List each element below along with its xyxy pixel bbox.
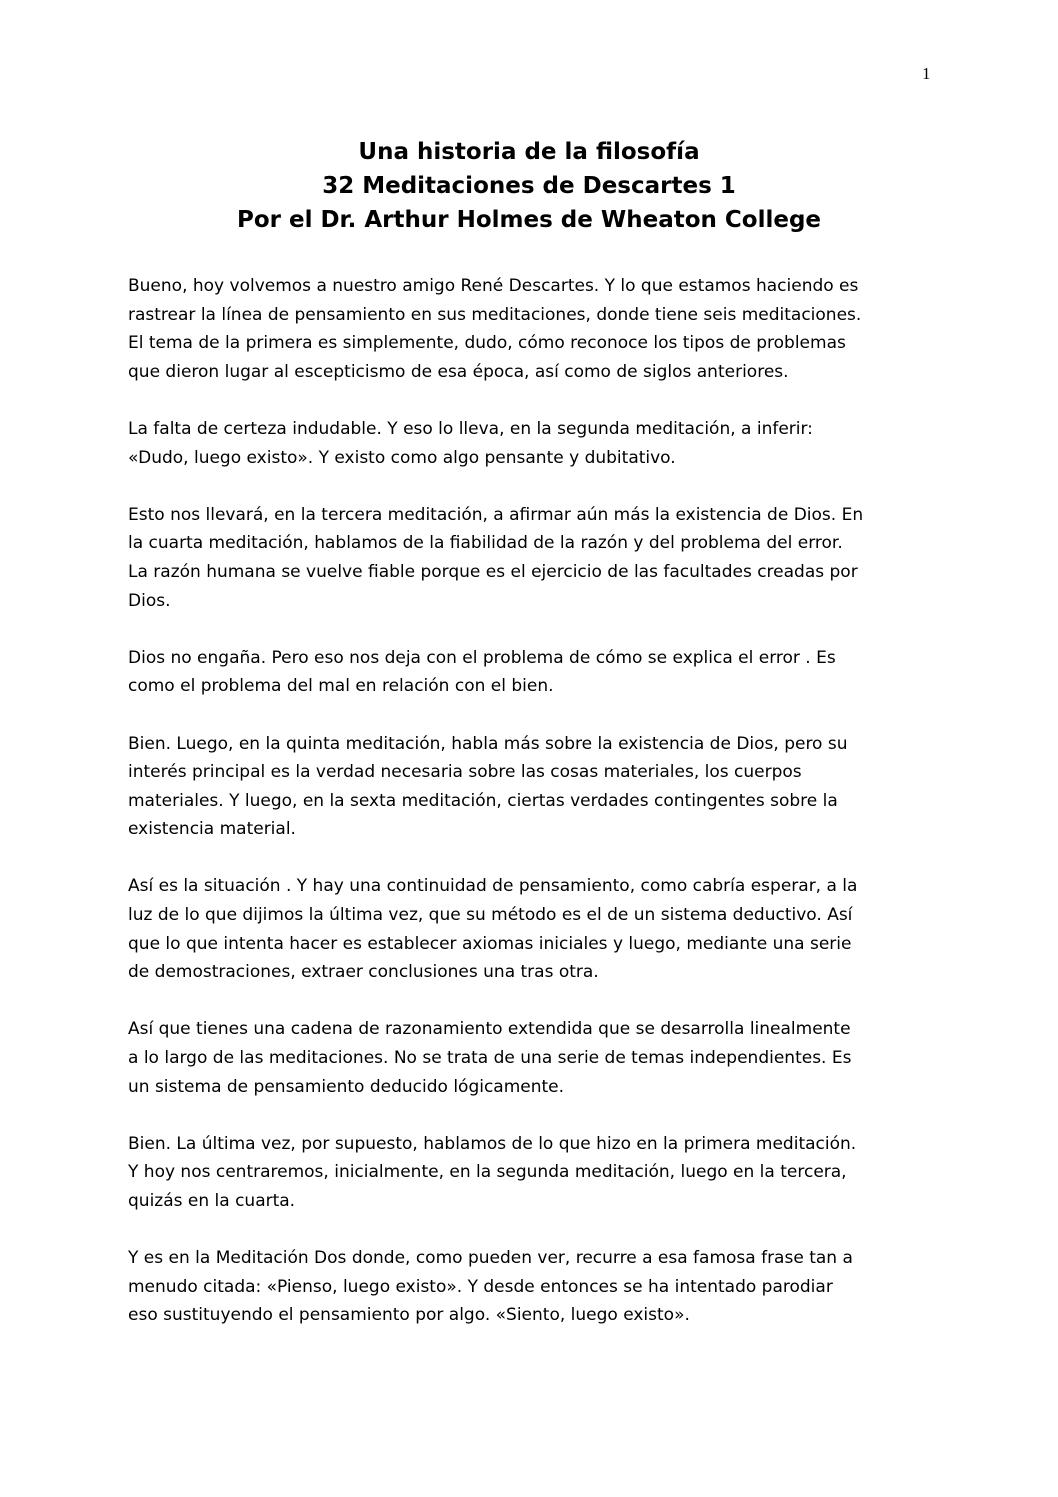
- paragraph: [128, 872, 948, 986]
- text-line: interés principal es la verdad necesaria sobre las cosas materiales, los cuerpos: [128, 762, 802, 783]
- text-line: de demostraciones, extraer conclusiones una tras otra.: [128, 962, 599, 983]
- title-line-author: Por el Dr. Arthur Holmes de Wheaton College: [236, 207, 822, 233]
- text-line: Bueno, hoy volvemos a nuestro amigo René Descartes. Y lo que estamos haciendo es: [128, 276, 859, 296]
- text-line: luz de lo que dijimos la última vez, que su método es el de un sistema deductivo. Así: [128, 905, 853, 926]
- text-line: quizás en la cuarta.: [128, 1191, 296, 1211]
- paragraph: [128, 1015, 948, 1101]
- text-line: un sistema de pensamiento deducido lógicamente.: [128, 1076, 565, 1097]
- document-body: [128, 272, 948, 1359]
- text-line: como el problema del mal en relación con el bien.: [128, 676, 554, 697]
- title-line-lecture: 32 Meditaciones de Descartes 1: [322, 173, 736, 199]
- text-line: Bien. La última vez, por supuesto, hablamos de lo que hizo en la primera meditación.: [128, 1133, 857, 1154]
- page-number: 1: [922, 64, 931, 83]
- text-line: Bien. Luego, en la quinta meditación, habla más sobre la existencia de Dios, pero su: [128, 733, 848, 754]
- text-line: Y hoy nos centraremos, inicialmente, en la segunda meditación, luego en la tercera,: [128, 1162, 847, 1183]
- text-line: existencia material.: [128, 819, 296, 840]
- text-line: eso sustituyendo el pensamiento por algo. «Siento, luego existo».: [128, 1305, 690, 1326]
- text-line: Así que tienes una cadena de razonamiento extendida que se desarrolla linealmente: [128, 1019, 851, 1040]
- document-title: [0, 135, 1058, 237]
- paragraph: [128, 730, 948, 844]
- paragraph: [128, 501, 948, 615]
- text-line: «Dudo, luego existo». Y existo como algo pensante y dubitativo.: [128, 447, 676, 468]
- text-line: a lo largo de las meditaciones. No se trata de una serie de temas independientes. Es: [128, 1048, 852, 1069]
- text-line: Dios.: [128, 590, 171, 611]
- text-line: La falta de certeza indudable. Y eso lo lleva, en la segunda meditación, a inferir:: [128, 418, 813, 439]
- text-line: La razón humana se vuelve fiable porque es el ejercicio de las facultades creadas por: [128, 561, 858, 582]
- text-line: rastrear la línea de pensamiento en sus meditaciones, donde tiene seis meditaciones.: [128, 304, 862, 325]
- text-line: Esto nos llevará, en la tercera meditación, a afirmar aún más la existencia de Dios. En: [128, 504, 864, 525]
- paragraph: [128, 1130, 948, 1216]
- paragraph: [128, 644, 948, 701]
- title-line-series: Una historia de la filosofía: [358, 139, 700, 165]
- text-line: Así es la situación . Y hay una continuidad de pensamiento, como cabría esperar, a la: [128, 876, 858, 897]
- text-line: Dios no engaña. Pero eso nos deja con el problema de cómo se explica el error . Es: [128, 647, 836, 668]
- paragraph: [128, 1244, 948, 1330]
- text-line: que dieron lugar al escepticismo de esa época, así como de siglos anteriores.: [128, 361, 789, 382]
- text-line: materiales. Y luego, en la sexta meditación, ciertas verdades contingentes sobre la: [128, 790, 838, 811]
- text-line: menudo citada: «Pienso, luego existo». Y desde entonces se ha intentado parodiar: [128, 1276, 833, 1297]
- paragraph: [128, 415, 948, 472]
- text-line: que lo que intenta hacer es establecer axiomas iniciales y luego, mediante una serie: [128, 933, 852, 954]
- text-line: El tema de la primera es simplemente, dudo, cómo reconoce los tipos de problemas: [128, 333, 846, 354]
- text-line: Y es en la Meditación Dos donde, como pueden ver, recurre a esa famosa frase tan a: [128, 1248, 853, 1269]
- paragraph: [128, 272, 948, 386]
- text-line: la cuarta meditación, hablamos de la fiabilidad de la razón y del problema del error.: [128, 533, 843, 554]
